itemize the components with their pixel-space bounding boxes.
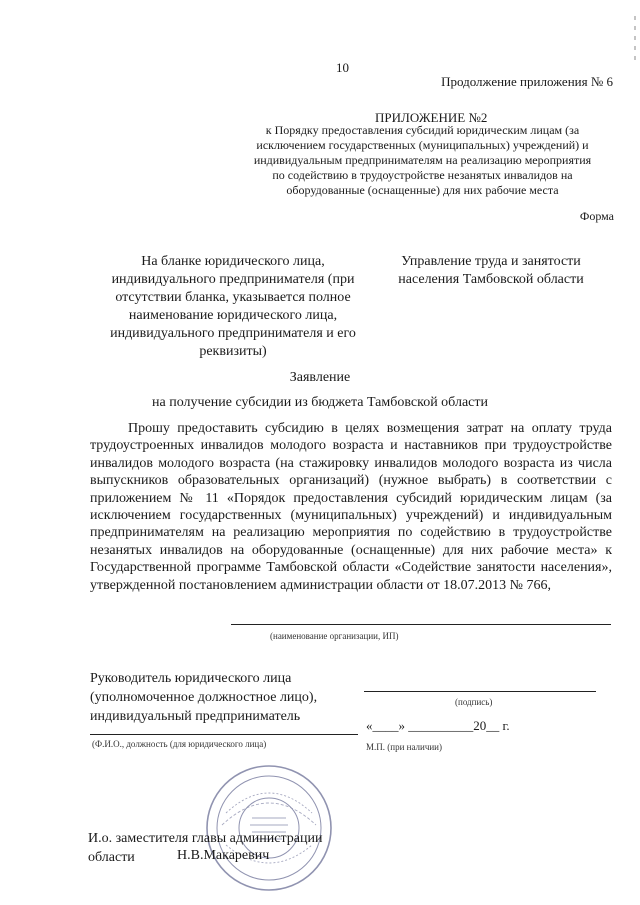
head-title-line-1: Руководитель юридического лица [90, 671, 292, 686]
appendix-description: к Порядку предоставления субсидий юридическим лицам (за исключением государственных (муниципальных) учреждений) и индивидуальным предпринимателям на реализацию мероприятия по содействию в трудоустройстве незанятых инвалидов на оборудованные (оснащенные) для них рабочие места [253, 123, 592, 197]
continuation-note: Продолжение приложения № 6 [441, 74, 613, 89]
organization-fill-line[interactable] [231, 624, 611, 625]
signature-fill-line[interactable] [364, 691, 596, 692]
acknowledgement-name: Н.В.Макаревич [177, 848, 270, 863]
organization-caption: (наименование организации, ИП) [270, 631, 399, 641]
page-number: 10 [336, 60, 349, 75]
recipient-address: Управление труда и занятости населения Тамбовской области [398, 254, 584, 287]
statement-body: Прошу предоставить субсидию в целях возмещения затрат на оплату труда трудоустроенных инвалидов молодого возраста и наставников при трудоустройстве инвалидов молодого возраста (на стажировку инвалидов молодого возраста из числа выпускников образовательных организаций) (нужное выбрать) в соответствии с приложением № 11 «Порядок предоставления субсидий юридическим лицам (за исключением государственных (муниципальных) учреждений) и индивидуальным предпринимателям на реализацию мероприятия по содействию в трудоустройстве незанятых инвалидов на оборудованные (оснащенные) для них рабочие места» к Государственной программе Тамбовской области «Содействие занятости населения», утвержденной постановлением администрации области от 18.07.2013 № 766, [90, 421, 612, 593]
margin-scan-mark [632, 14, 638, 74]
letterhead-note: На бланке юридического лица, индивидуального предпринимателя (при отсутствии бланка, указывается полное наименование юридического лица, индивидуального предпринимателя и его реквизиты) [110, 254, 356, 359]
appendix-title: ПРИЛОЖЕНИЕ №2 [375, 110, 488, 125]
date-fill-line[interactable]: «____» __________20__ г. [366, 718, 510, 733]
statement-title: Заявление [289, 370, 351, 385]
fio-caption: (Ф.И.О., должность (для юридического лица) [92, 739, 267, 749]
statement-subtitle: на получение субсидии из бюджета Тамбовской области [152, 395, 488, 410]
acknowledgement-region: области [88, 850, 135, 865]
signature-caption: (подпись) [455, 697, 493, 707]
head-title-line-2: (уполномоченное должностное лицо), [90, 690, 318, 705]
head-title-line-3: индивидуальный предприниматель [90, 709, 301, 724]
official-stamp [204, 763, 334, 893]
form-label: Форма [579, 209, 614, 223]
acknowledgement-position: И.о. заместителя главы администрации [88, 831, 323, 846]
head-title-block [90, 669, 317, 726]
fio-fill-line[interactable] [90, 734, 358, 735]
stamp-outer-ring [207, 766, 331, 890]
seal-caption: М.П. (при наличии) [366, 742, 442, 752]
